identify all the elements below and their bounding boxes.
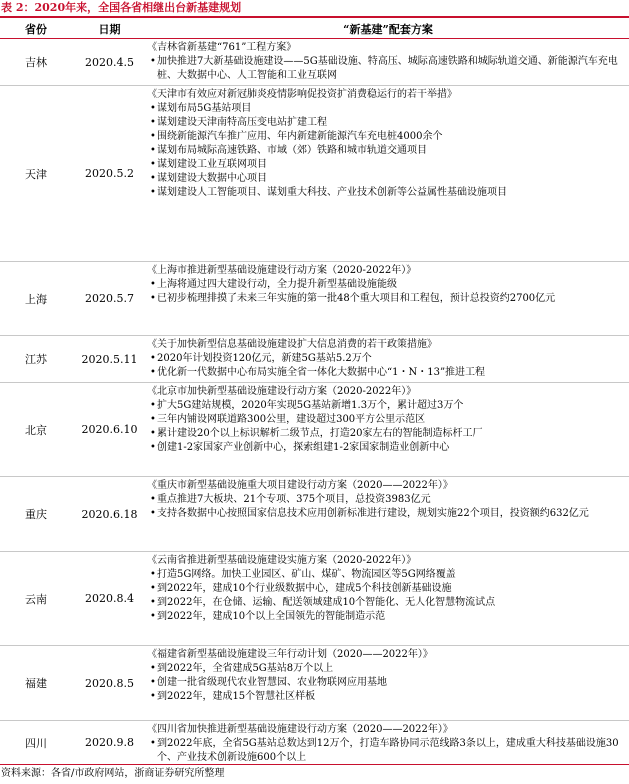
table-row (0, 721, 629, 764)
plan-title: 《北京市加快新型基础设施建设行动方案（2020-2022年）》 (147, 386, 417, 397)
date-cell: 2020.8.5 (85, 676, 134, 690)
plan-title: 《吉林省新基建“761”工程方案》 (147, 42, 297, 53)
date-cell: 2020.6.18 (81, 507, 138, 521)
plan-item: • 扩大5G建站规模，2020年实现5G基站新增1.3万个，累计超过3万个 (147, 399, 626, 413)
plan-item: • 围绕新能源汽车推广应用、年内新建新能源汽车充电桩4000余个 (147, 130, 626, 144)
plan-item: • 谋划建设人工智能项目、谋划重大科技、产业技术创新等公益属性基础设施项目 (147, 186, 626, 200)
province-cell: 云南 (25, 592, 47, 606)
plan-title: 《云南省推进新型基础设施建设实施方案（2020-2022年）》 (147, 555, 417, 566)
plan-title: 《福建省新型基础设施建设三年行动计划（2020——2022年）》 (147, 649, 433, 660)
plan-item: • 创建一批省级现代农业智慧园、农业物联网应用基地 (147, 676, 626, 690)
date-cell: 2020.6.10 (81, 423, 138, 436)
table-row (0, 86, 629, 262)
plan-item: • 加快推进7大新基础设施建设——5G基础设施、特高压、城际高速铁路和城际轨道交通、新能源汽车充电桩、大数据中心、人工智能和工业互联网 (147, 55, 626, 83)
plan-cell (147, 554, 626, 624)
plan-item: • 打造5G网络。加快工业园区、矿山、煤矿、物流园区等5G网络覆盖 (147, 568, 626, 582)
plan-item: • 到2022年，建成15个智慧社区样板 (147, 690, 626, 704)
plan-item: • 创建1-2家国家产业创新中心，探索组建1-2家国家制造业创新中心 (147, 441, 626, 455)
header-date: 日期 (98, 23, 121, 36)
plan-item: • 到2022年，建成10个以上全国领先的智能制造示范 (147, 610, 626, 624)
plan-item: • 已初步梳理排摸了未来三年实施的第一批48个重大项目和工程包，预计总投资约2700亿元 (147, 292, 626, 306)
date-cell: 2020.5.2 (85, 167, 134, 180)
plan-item: • 谋划布局5G基站项目 (147, 102, 626, 116)
plan-item: • 重点推进7大板块、21个专项、375个项目，总投资3983亿元 (147, 493, 626, 507)
table-row (0, 262, 629, 336)
plan-title: 《重庆市新型基础设施重大项目建设行动方案（2020——2022年）》 (147, 480, 453, 491)
plan-cell (147, 723, 626, 765)
plan-cell (147, 385, 626, 455)
plan-cell (147, 338, 626, 380)
plan-item: • 上海将通过四大建设行动，全力提升新型基础设施能级 (147, 278, 626, 292)
plan-item: • 支持各数据中心按照国家信息技术应用创新标准进行建设，规划实施22个项目，投资额约632亿元 (147, 507, 626, 521)
plan-title: 《上海市推进新型基础设施建设行动方案（2020-2022年）》 (147, 265, 417, 276)
province-cell: 上海 (25, 292, 47, 306)
plan-cell (147, 264, 626, 306)
date-cell: 2020.9.8 (85, 736, 134, 749)
plan-item: • 谋划建设工业互联网项目 (147, 158, 626, 172)
plan-cell (147, 88, 626, 200)
plan-item: • 2020年计划投资120亿元，新建5G基站5.2万个 (147, 352, 626, 366)
province-cell: 吉林 (25, 56, 47, 69)
plan-title: 《关于加快新型信息基础设施建设扩大信息消费的若干政策措施》 (147, 339, 437, 350)
province-cell: 福建 (25, 677, 47, 690)
province-cell: 江苏 (25, 353, 47, 366)
plan-cell (147, 479, 626, 521)
date-cell: 2020.8.4 (85, 592, 134, 605)
table-row (0, 39, 629, 86)
plan-item: • 谋划建设大数据中心项目 (147, 172, 626, 186)
date-cell: 2020.5.11 (81, 352, 138, 366)
plan-item: • 三年内铺设网联道路300公里，建设超过300平方公里示范区 (147, 413, 626, 427)
plan-title: 《天津市有效应对新冠肺炎疫情影响促投资扩消费稳运行的若干举措》 (147, 89, 457, 100)
source-note: 资料来源：各省/市政府网站，浙商证券研究所整理 (0, 764, 629, 784)
province-cell: 天津 (25, 167, 47, 181)
date-cell: 2020.5.7 (85, 292, 134, 305)
plan-title: 《四川省加快推进新型基础设施建设行动方案（2020——2022年）》 (147, 724, 453, 735)
province-cell: 重庆 (25, 508, 47, 521)
table-row (0, 552, 629, 646)
table-row (0, 477, 629, 552)
plan-item: • 谋划建设天津南特高压变电站扩建工程 (147, 116, 626, 130)
plan-item: • 到2022年，全省建成5G基站8万个以上 (147, 662, 626, 676)
plan-item: • 到2022年底，全省5G基站总数达到12万个，打造车路协同示范线路3条以上，建成重大科技基础设施30个、产业技术创新设施600个以上 (147, 737, 626, 765)
plan-item: • 到2022年，建成10个行业级数据中心，建成5个科技创新基础设施 (147, 582, 626, 596)
plan-item: • 到2022年，在仓储、运输、配送领域建成10个智能化、无人化智慧物流试点 (147, 596, 626, 610)
table-row (0, 336, 629, 383)
plan-item: • 累计建设20个以上标识解析二级节点，打造20家左右的智能制造标杆工厂 (147, 427, 626, 441)
header-plan: “新基建”配套方案 (343, 23, 433, 36)
plan-cell (147, 648, 626, 704)
plan-item: • 优化新一代数据中心布局实施全省一体化大数据中心“1・N・13”推进工程 (147, 366, 626, 380)
plan-item: • 谋划布局城际高速铁路、市域（郊）铁路和城市轨道交通项目 (147, 144, 626, 158)
table-row (0, 646, 629, 721)
province-cell: 北京 (25, 423, 47, 437)
table-title: 表 2：2020年来，全国各省相继出台新基建规划 (0, 0, 629, 18)
table-header (0, 20, 629, 39)
header-province: 省份 (25, 23, 47, 36)
table-row (0, 383, 629, 477)
date-cell: 2020.4.5 (85, 55, 134, 69)
plan-cell (147, 41, 626, 83)
province-cell: 四川 (25, 736, 47, 750)
